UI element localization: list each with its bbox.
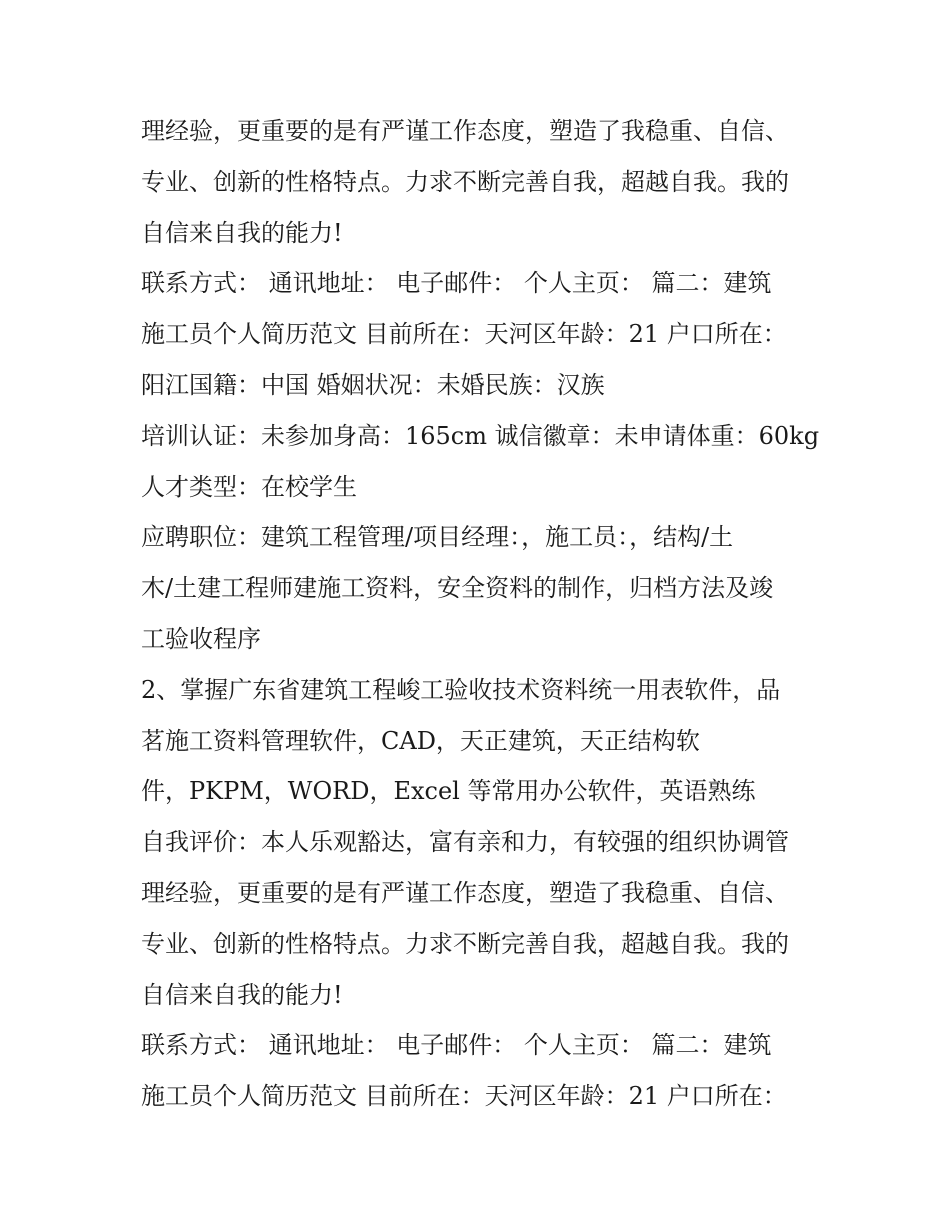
text-line: 施工员个人简历范文 目前所在：天河区年龄：21 户口所在： — [141, 320, 787, 349]
text-line: 阳江国籍：中国 婚姻状况：未婚民族：汉族 — [141, 370, 605, 399]
text-line: 施工员个人简历范文 目前所在：天河区年龄：21 户口所在： — [141, 1082, 787, 1111]
text-line: 工验收程序 — [141, 624, 261, 653]
text-line: 人才类型：在校学生 — [141, 472, 357, 501]
text-line: 专业、创新的性格特点。力求不断完善自我，超越自我。我的 — [141, 167, 789, 196]
text-line: 2、掌握广东省建筑工程峻工验收技术资料统一用表软件，品 — [141, 675, 781, 704]
text-line: 联系方式： 通讯地址： 电子邮件： 个人主页： 篇二：建筑 — [141, 1031, 772, 1060]
text-line: 应聘职位：建筑工程管理/项目经理：，施工员：，结构/土 — [141, 523, 734, 552]
text-line: 木/土建工程师建施工资料，安全资料的制作，归档方法及竣 — [141, 574, 774, 603]
text-line: 理经验，更重要的是有严谨工作态度，塑造了我稳重、自信、 — [141, 117, 789, 145]
text-line: 自我评价：本人乐观豁达，富有亲和力，有较强的组织协调管 — [141, 828, 789, 857]
text-line: 联系方式： 通讯地址： 电子邮件： 个人主页： 篇二：建筑 — [141, 269, 772, 298]
text-line: 培训认证：未参加身高：165cm 诚信徽章：未申请体重：60kg — [141, 421, 820, 450]
text-line: 件，PKPM，WORD，Excel 等常用办公软件，英语熟练 — [141, 777, 756, 806]
text-line: 自信来自我的能力! — [141, 218, 343, 247]
document-body — [141, 106, 841, 1122]
text-line: 专业、创新的性格特点。力求不断完善自我，超越自我。我的 — [141, 929, 789, 958]
text-line: 自信来自我的能力! — [141, 980, 343, 1009]
text-line: 理经验，更重要的是有严谨工作态度，塑造了我稳重、自信、 — [141, 878, 789, 907]
text-line: 茗施工资料管理软件，CAD，天正建筑，天正结构软 — [141, 726, 700, 755]
